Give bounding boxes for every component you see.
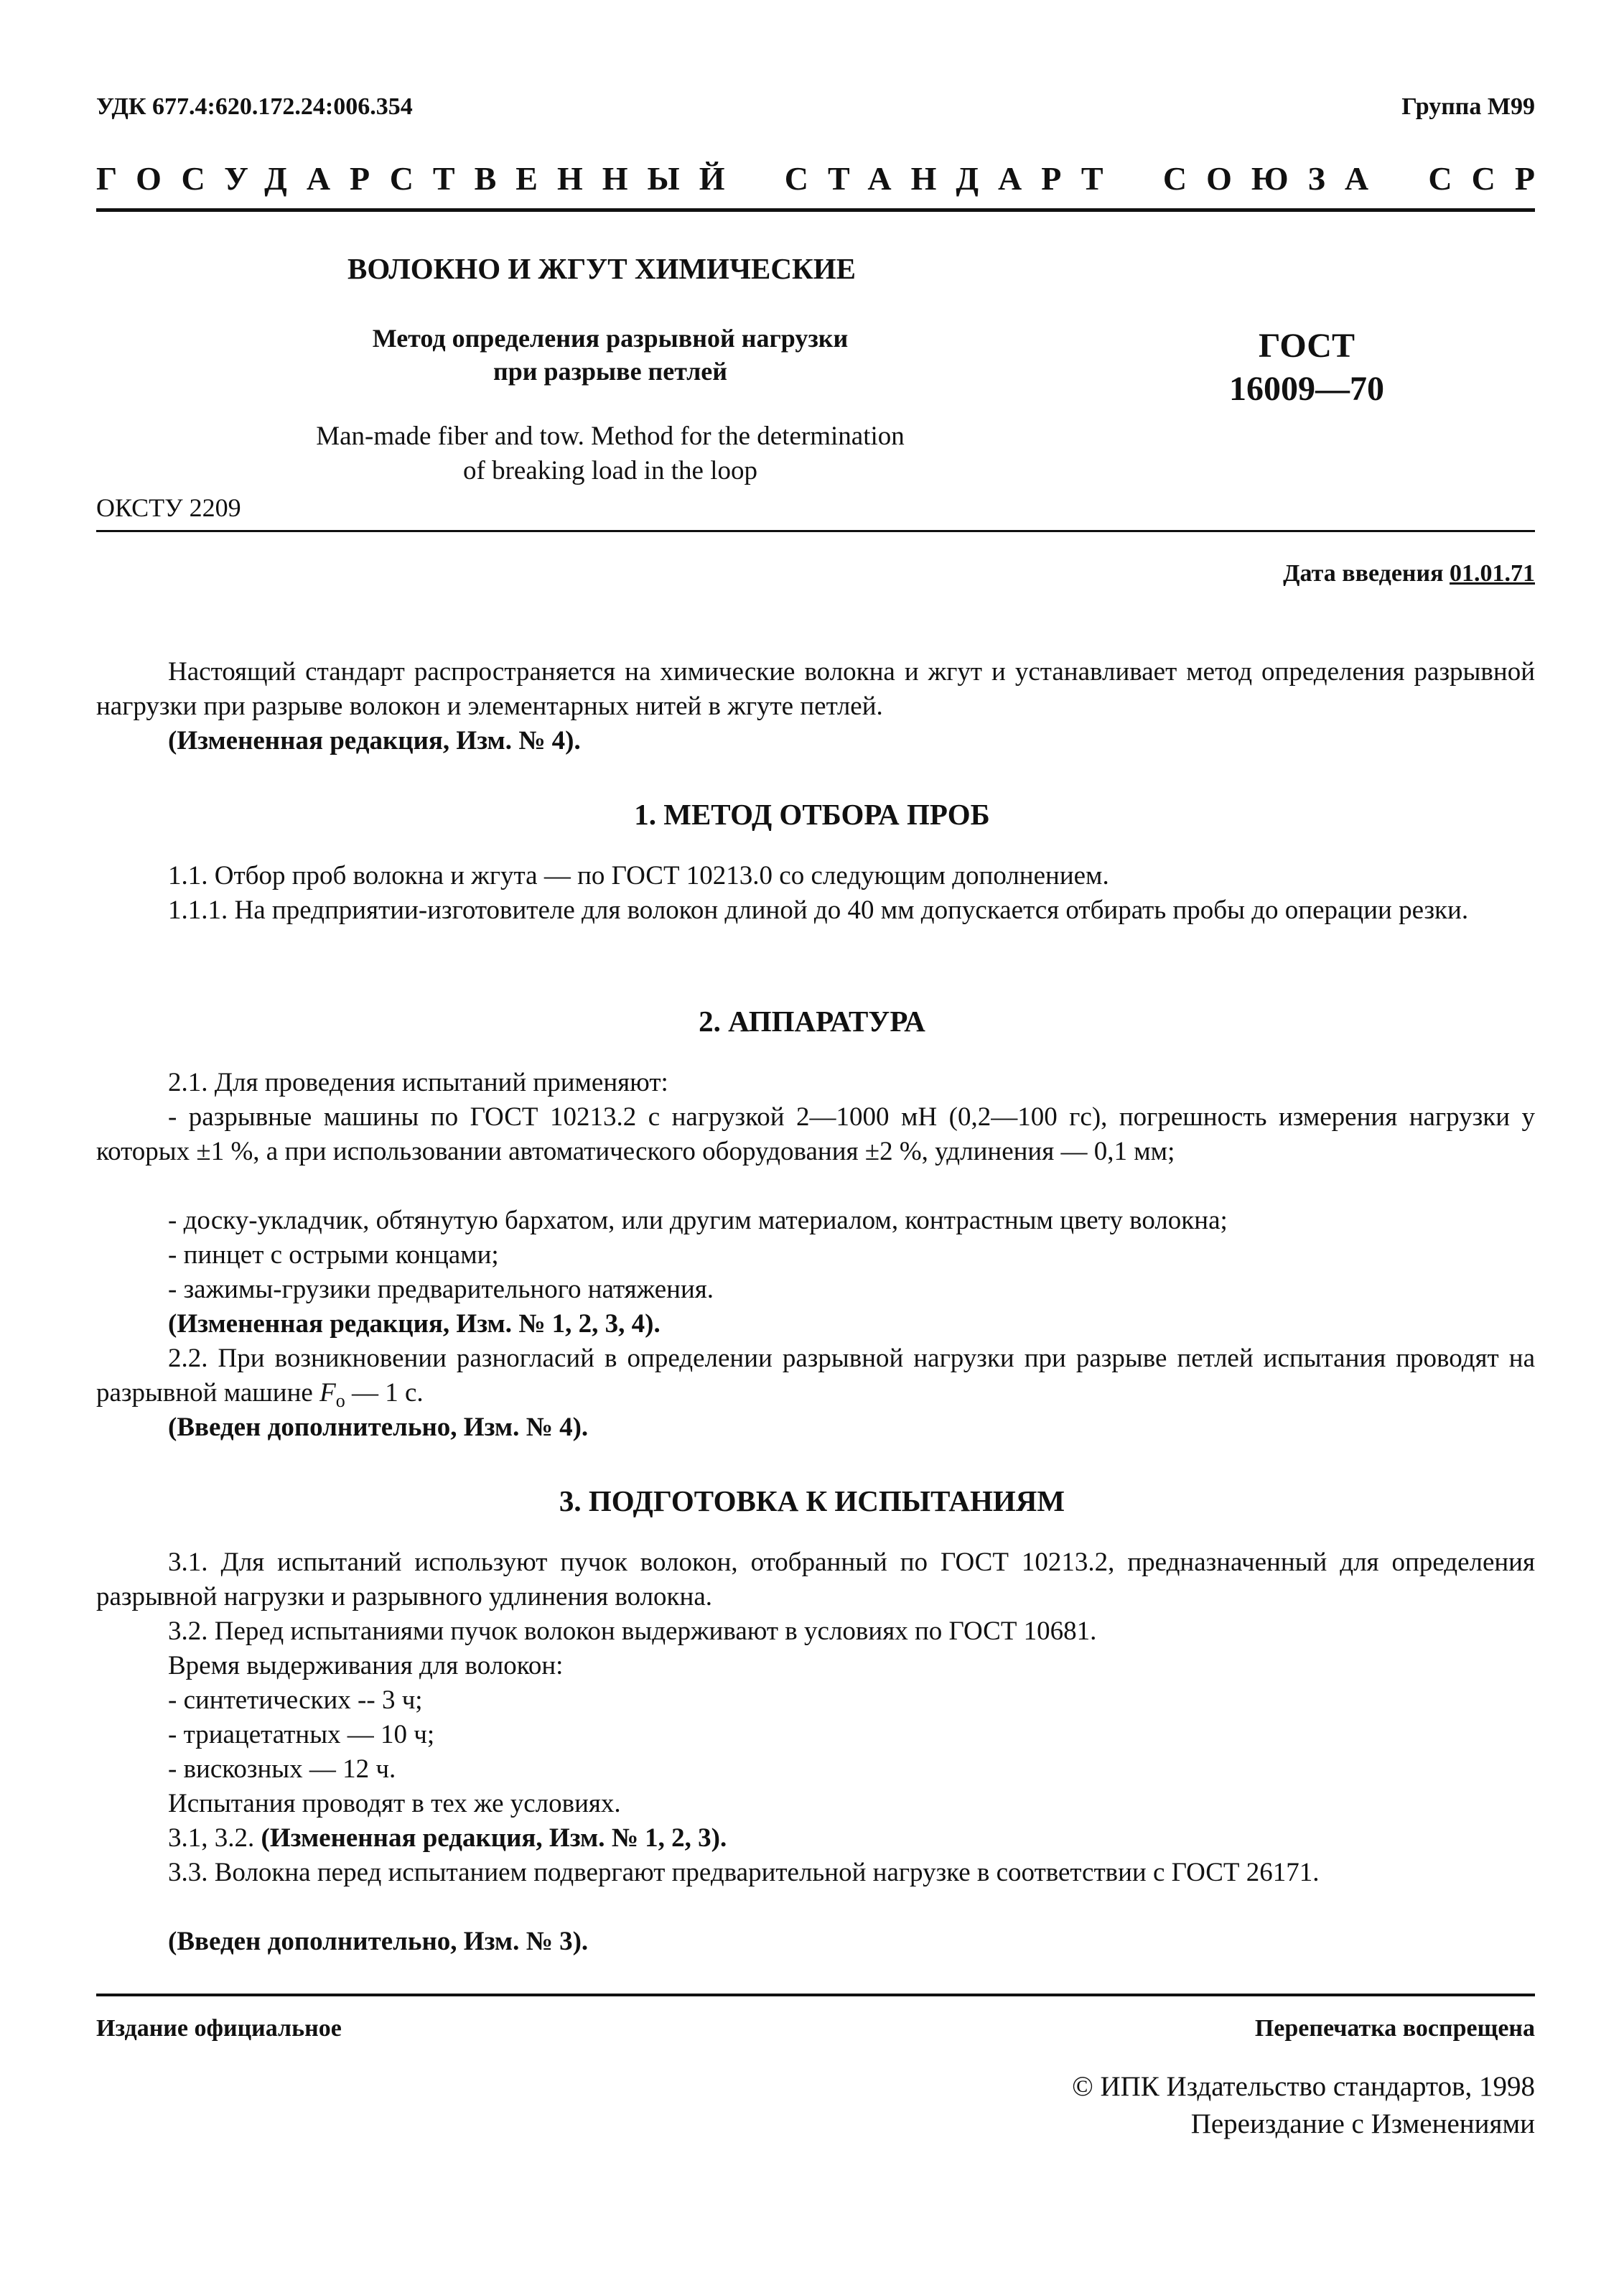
state-standard-word: СОЮЗА bbox=[1162, 160, 1389, 197]
revision-note bbox=[96, 1821, 1535, 1856]
list-item: - доску-укладчик, обтянутую бархатом, или другим материалом, контрастным цвету волокна; bbox=[168, 1206, 1228, 1235]
copyright-line: © ИПК Издательство стандартов, 1998 bbox=[1072, 2071, 1535, 2102]
clause-1-1-1: 1.1.1. На предприятии-изготовителе для волокон длиной до 40 мм допускается отбирать пробы до операции резки. bbox=[168, 896, 1469, 925]
clause-1-1: 1.1. Отбор проб волокна и жгута — по ГОСТ 10213.0 со следующим дополнением. bbox=[168, 861, 1109, 890]
official-edition: Издание официальное bbox=[96, 2015, 342, 2042]
publisher-block bbox=[1072, 2068, 1535, 2143]
subtitle-line: при разрыве петлей bbox=[493, 357, 727, 386]
time-label: Время выдерживания для волокон: bbox=[168, 1651, 564, 1680]
revision-note: (Измененная редакция, Изм. № 1, 2, 3, 4). bbox=[168, 1309, 661, 1339]
list-item: - триацетатных — 10 ч; bbox=[168, 1720, 435, 1749]
intro-date bbox=[1283, 560, 1535, 587]
revision-prefix: 3.1, 3.2. bbox=[168, 1823, 261, 1853]
state-standard-heading bbox=[96, 159, 1554, 197]
gost-number: 16009—70 bbox=[1229, 370, 1384, 408]
conditions-text: Испытания проводят в тех же условиях. bbox=[168, 1789, 621, 1818]
english-title-line: of breaking load in the loop bbox=[463, 456, 757, 485]
clause-2-2-tail: — 1 с. bbox=[345, 1378, 424, 1408]
footer-rule bbox=[96, 1994, 1535, 1996]
udk-code: УДК 677.4:620.172.24:006.354 bbox=[96, 93, 413, 120]
english-title bbox=[215, 419, 1005, 488]
okstu-code: ОКСТУ 2209 bbox=[96, 493, 241, 522]
machine-subscript: o bbox=[335, 1390, 345, 1411]
clause-2-1: 2.1. Для проведения испытаний применяют: bbox=[168, 1068, 668, 1097]
clause-3-2: 3.2. Перед испытаниями пучок волокон выдерживают в условиях по ГОСТ 10681. bbox=[168, 1617, 1097, 1646]
clause-2-2 bbox=[96, 1341, 1535, 1418]
list-item: - вискозных — 12 ч. bbox=[168, 1754, 396, 1784]
list-item: - пинцет с острыми концами; bbox=[168, 1240, 499, 1270]
machine-symbol: F bbox=[319, 1378, 336, 1408]
clause-2-2-text: 2.2. При возникновении разногласий в определении разрывной нагрузки при разрыве петлей испытания проводят на разрывной машине bbox=[96, 1344, 1535, 1408]
section-3-heading: 3. ПОДГОТОВКА К ИСПЫТАНИЯМ bbox=[559, 1484, 1065, 1517]
gost-designation bbox=[1177, 325, 1436, 411]
section-2-heading: 2. АППАРАТУРА bbox=[699, 1005, 925, 1038]
intro-paragraph: Настоящий стандарт распространяется на химические волокна и жгут и устанавливает метод определения разрывной нагрузки при разрыве волокон и элементарных нитей в жгуте петлей. bbox=[96, 657, 1535, 721]
list-item: - разрывные машины по ГОСТ 10213.2 с нагрузкой 2—1000 мН (0,2—100 гс), погрешность измерения нагрузки у которых ±1 %, а при использовании автоматического оборудования ±2 %, удлинения — 0,1 мм; bbox=[96, 1102, 1535, 1166]
state-standard-word: СТАНДАРТ bbox=[784, 160, 1123, 197]
state-standard-word: ГОСУДАРСТВЕННЫЙ bbox=[96, 160, 745, 197]
revision-note: (Введен дополнительно, Изм. № 3). bbox=[168, 1927, 589, 1956]
section-1-heading: 1. МЕТОД ОТБОРА ПРОБ bbox=[634, 798, 990, 831]
state-standard-word: ССР bbox=[1428, 160, 1554, 197]
document-title: ВОЛОКНО И ЖГУТ ХИМИЧЕСКИЕ bbox=[347, 252, 856, 285]
subtitle-line: Метод определения разрывной нагрузки bbox=[372, 324, 849, 353]
gost-label: ГОСТ bbox=[1259, 327, 1355, 365]
title-rule bbox=[96, 530, 1535, 532]
group-code: Группа М99 bbox=[1401, 93, 1535, 120]
intro-date-label: Дата введения bbox=[1283, 560, 1444, 587]
list-item: - зажимы-грузики предварительного натяжения. bbox=[168, 1275, 714, 1304]
list-item: - синтетических -- 3 ч; bbox=[168, 1685, 423, 1715]
document-subtitle bbox=[302, 322, 919, 388]
header-rule bbox=[96, 208, 1535, 212]
intro-revision: (Измененная редакция, Изм. № 4). bbox=[168, 726, 581, 755]
english-title-line: Man-made fiber and tow. Method for the determination bbox=[316, 422, 905, 451]
intro-date-value: 01.01.71 bbox=[1450, 560, 1535, 587]
clause-3-1: 3.1. Для испытаний используют пучок волокон, отобранный по ГОСТ 10213.2, предназначенный для определения разрывной нагрузки и разрывного удлинения волокна. bbox=[96, 1548, 1535, 1611]
reissue-line: Переиздание с Изменениями bbox=[1190, 2108, 1535, 2139]
revision-note: (Введен дополнительно, Изм. № 4). bbox=[168, 1413, 589, 1442]
revision-bold: (Измененная редакция, Изм. № 1, 2, 3). bbox=[261, 1823, 727, 1853]
reprint-prohibited: Перепечатка воспрещена bbox=[1254, 2015, 1535, 2042]
clause-3-3: 3.3. Волокна перед испытанием подвергают предварительной нагрузке в соответствии с ГОСТ 26171. bbox=[168, 1858, 1320, 1887]
